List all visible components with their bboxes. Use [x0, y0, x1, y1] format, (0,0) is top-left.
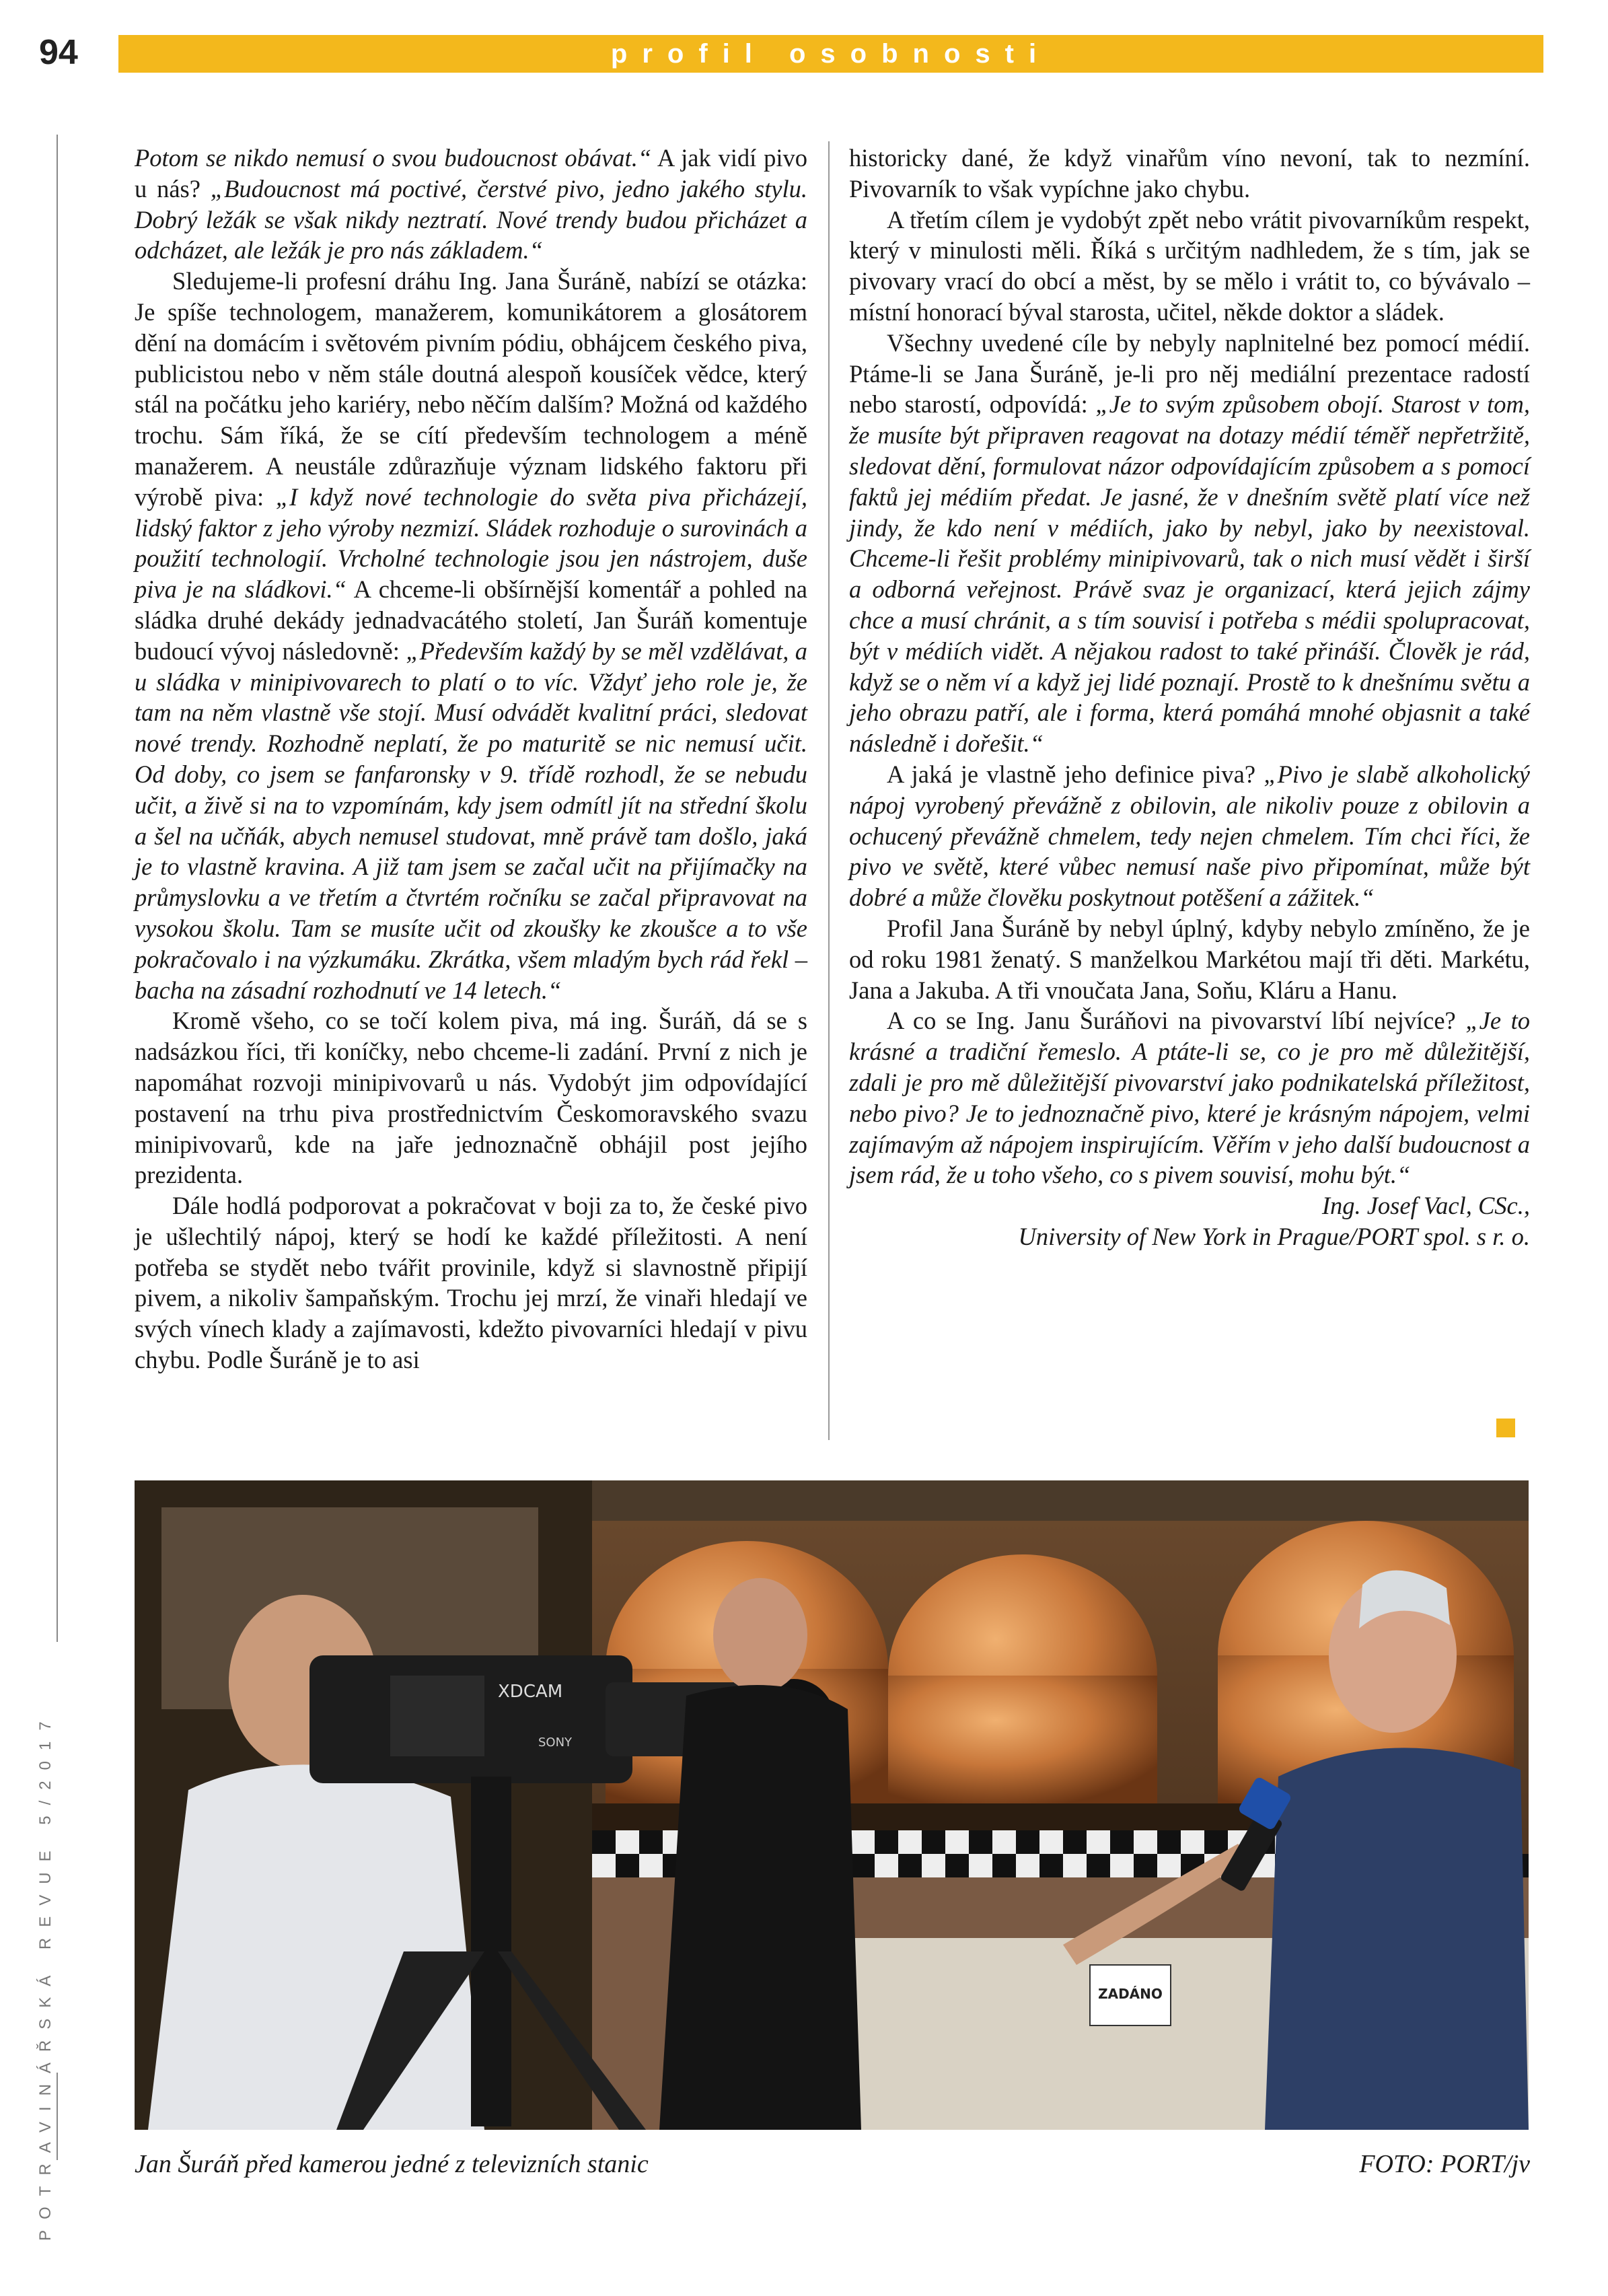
article-paragraph [135, 266, 807, 1005]
reserved-sign: ZADÁNO [1098, 1986, 1163, 2002]
section-title: profil osobnosti [610, 38, 1052, 69]
quote-text: Potom se nikdo nemusí o svou budoucnost obávat.“ [135, 144, 652, 172]
magazine-issue: POTRAVINÁŘSKÁ REVUE 5/2017 [36, 1711, 54, 2241]
margin-rule-lower [57, 2073, 58, 2160]
article-paragraph [135, 1190, 807, 1375]
body-text: historicky dané, že když vinařům víno nevoní, tak to nezmíní. Pivovarník to však vypíchne jako chybu. [849, 144, 1530, 203]
article-photo [135, 1480, 1529, 2130]
section-banner [118, 35, 1543, 73]
quote-text: „Je to krásné a tradiční řemeslo. A ptáte-li se, co je pro mě důležitější, zdali je pro mě důležitější pivovarství jako podnikatelská příležitost, nebo pivo? Je to jednoznačně pivo, které je krásným nápojem, velmi zajímavým až nápojem inspirujícím. Věřím v jeho další budoucnost a jsem rád, že u toho všeho, co s pivem souvisí, mohu být.“ [849, 1007, 1531, 1189]
body-text: A co se Ing. Janu Šuráňovi na pivovarství líbí nejvíce? [887, 1007, 1466, 1035]
quote-text: „Především každý by se měl vzdělávat, a u sládka v minipivovarech to platí o to víc. Vždyť jeho role je, že tam na něm vlastně vše stojí. Musí odvádět kvalitní práci, sledovat nové trendy. Rozhodně neplatí, že po maturitě se nic nemusí učit. Od doby, co jsem se fanfaronsky v 9. třídě rozhodl, že se nebudu učit, a živě si na to vzpomínám, kdy jsem odmítl jít na střední školu a šel na učňák, abych nemusel studovat, mně právě tam došlo, jaká je to vlastně kravina. A již tam jsem se začal učit na přijímačky na průmyslovku a ve třetím a čtvrtém ročníku se začal připravovat na vysokou školu. Tam se musíte učit od zkoušky ke zkoušce a to vše pokračovalo i na výzkumáku. Zkrátka, všem mladým bych rád řekl – bacha na zásadní rozhodnutí ve 14 letech.“ [135, 637, 807, 1004]
body-text: Dále hodlá podporovat a pokračovat v boji za to, že české pivo je ušlechtilý nápoj, který se hodí ke každé příležitosti. A není potřeba se stydět nebo tvářit provinile, když si slavnostně připijí pivem, a nikoliv šampaňským. Trochu jej mrzí, že vinaři hledají ve svých vínech klady a zajímavosti, kdežto pivovarníci hledají v pivu chybu. Podle Šuráně je to asi [135, 1192, 807, 1374]
quote-text: „Budoucnost má poctivé, čerstvé pivo, jedno jakého stylu. Dobrý ležák se však nikdy neztratí. Nové trendy budou přicházet a odcházet, ale ležák je pro nás základem.“ [135, 174, 807, 264]
photo-credit: FOTO: PORT/jv [1359, 2150, 1530, 2178]
article-paragraph [849, 1005, 1530, 1190]
body-text: Kromě všeho, co se točí kolem piva, má ing. Šuráň, dá se s nadsázkou říci, tři koníčky, nebo chceme-li zadání. První z nich je napomáhat rozvoji minipivovarů u nás. Vydobýt jim odpovídající postavení na trhu piva prostřednictvím Českomoravského svazu minipivovarů, kde na jaře jednoznačně obhájil post jejího prezidenta. [135, 1007, 807, 1189]
article-end-mark [1496, 1419, 1515, 1437]
author-signature: Ing. Josef Vacl, CSc., [1321, 1192, 1530, 1220]
article-paragraph [849, 759, 1530, 913]
body-text: A třetím cílem je vydobýt zpět nebo vrátit pivovarníkům respekt, který v minulosti měli. Říká s určitým nadhledem, že s tím, jak se pivovary vrací do obcí a měst, by se mělo i vrátit to, co bývávalo – místní honorací býval starosta, učitel, někde doktor a sládek. [849, 205, 1530, 326]
camera-brand: XDCAM [498, 1682, 563, 1702]
quote-text: „I když nové technologie do světa piva přicházejí, lidský faktor z jeho výroby nezmizí. Sládek rozhoduje o surovinách a použití technologií. Vrcholné technologie jsou jen nástrojem, duše piva je na sládkovi.“ [135, 482, 807, 604]
photo-caption: Jan Šuráň před kamerou jedné z televizních stanic [135, 2150, 649, 2178]
body-text: Všechny uvedené cíle by nebyly naplnitelné bez pomocí médií. Ptáme-li se Jana Šuráně, je-li pro něj mediální prezentace radostí nebo starostí, odpovídá: [849, 328, 1530, 419]
column-divider [828, 141, 830, 1440]
article-paragraph [849, 143, 1530, 205]
article-paragraph [135, 1005, 807, 1190]
article-column-2 [849, 143, 1530, 1252]
article-column-1 [135, 143, 807, 1375]
body-text: A chceme-li obšírnější komentář a pohled na sládka druhé dekády jednadvacátého století, Jan Šuráň komentuje budoucí vývoj následovně: [135, 575, 807, 665]
body-text: Profil Jana Šuráně by nebyl úplný, kdyby nebylo zmíněno, že je od roku 1981 ženatý. S manželkou Markétou mají tři děti. Markétu, Jana a Jakuba. A tři vnoučata Jana, Soňu, Kláru a Hanu. [849, 914, 1530, 1004]
author-affiliation: University of New York in Prague/PORT spol. s r. o. [1018, 1222, 1530, 1250]
article-paragraph [849, 205, 1530, 328]
body-text: Sledujeme-li profesní dráhu Ing. Jana Šuráně, nabízí se otázka: Je spíše technologem, manažerem, komunikátorem a glosátorem dění na domácím i světovém pivním pódiu, obhájcem českého piva, publicistou nebo v něm stále doutná alespoň kousíček vědce, který stál na počátku jeho kariéry, nebo něčím dalším? Možná od každého trochu. Sám říká, že se cítí především technologem a méně manažerem. A neustále zdůrazňuje význam lidského faktoru při výrobě piva: [135, 267, 807, 511]
body-text: A jaká je vlastně jeho definice piva? [887, 760, 1264, 788]
margin-rule [57, 135, 58, 1642]
page-number: 94 [39, 33, 78, 72]
body-text: A jak vidí pivo u nás? [135, 144, 807, 203]
article-paragraph [849, 328, 1530, 759]
article-paragraph [849, 913, 1530, 1005]
camera-model: SONY [538, 1735, 573, 1750]
article-paragraph [135, 143, 807, 266]
quote-text: „Je to svým způsobem obojí. Starost v tom, že musíte být připraven reagovat na dotazy médií téměř nepřetržitě, sledovat dění, formulovat názor odpovídajícím způsobem a s pomocí faktů jej médiím předat. Je jasné, že v dnešním světě platí více než jindy, že kdo není v médiích, jako by nebyl, jako by neexistoval. Chceme-li řešit problémy minipivovarů, tak o nich musí vědět i širší a odborná veřejnost. Právě svaz je organizací, která jejich zájmy chce a musí chránit, a s tím souvisí i potřeba s médii spolupracovat, být v médiích vidět. A nějakou radost to také přináší. Člověk je rád, když se o něm ví a když jej lidé poznají. Prostě to k dnešnímu světu a jeho obrazu patří, ale i forma, která pomáhá mnohé objasnit a také následně i dořešit.“ [849, 390, 1530, 758]
quote-text: „Pivo je slabě alkoholický nápoj vyrobený převážně z obilovin, ale nikoliv pouze z obilovin a ochucený převážně chmelem, tedy nejen chmelem. Tím chci říci, že pivo ve světě, které vůbec nemusí naše pivo připomínat, může být dobré a může člověku poskytnout potěšení a zážitek.“ [849, 760, 1530, 912]
